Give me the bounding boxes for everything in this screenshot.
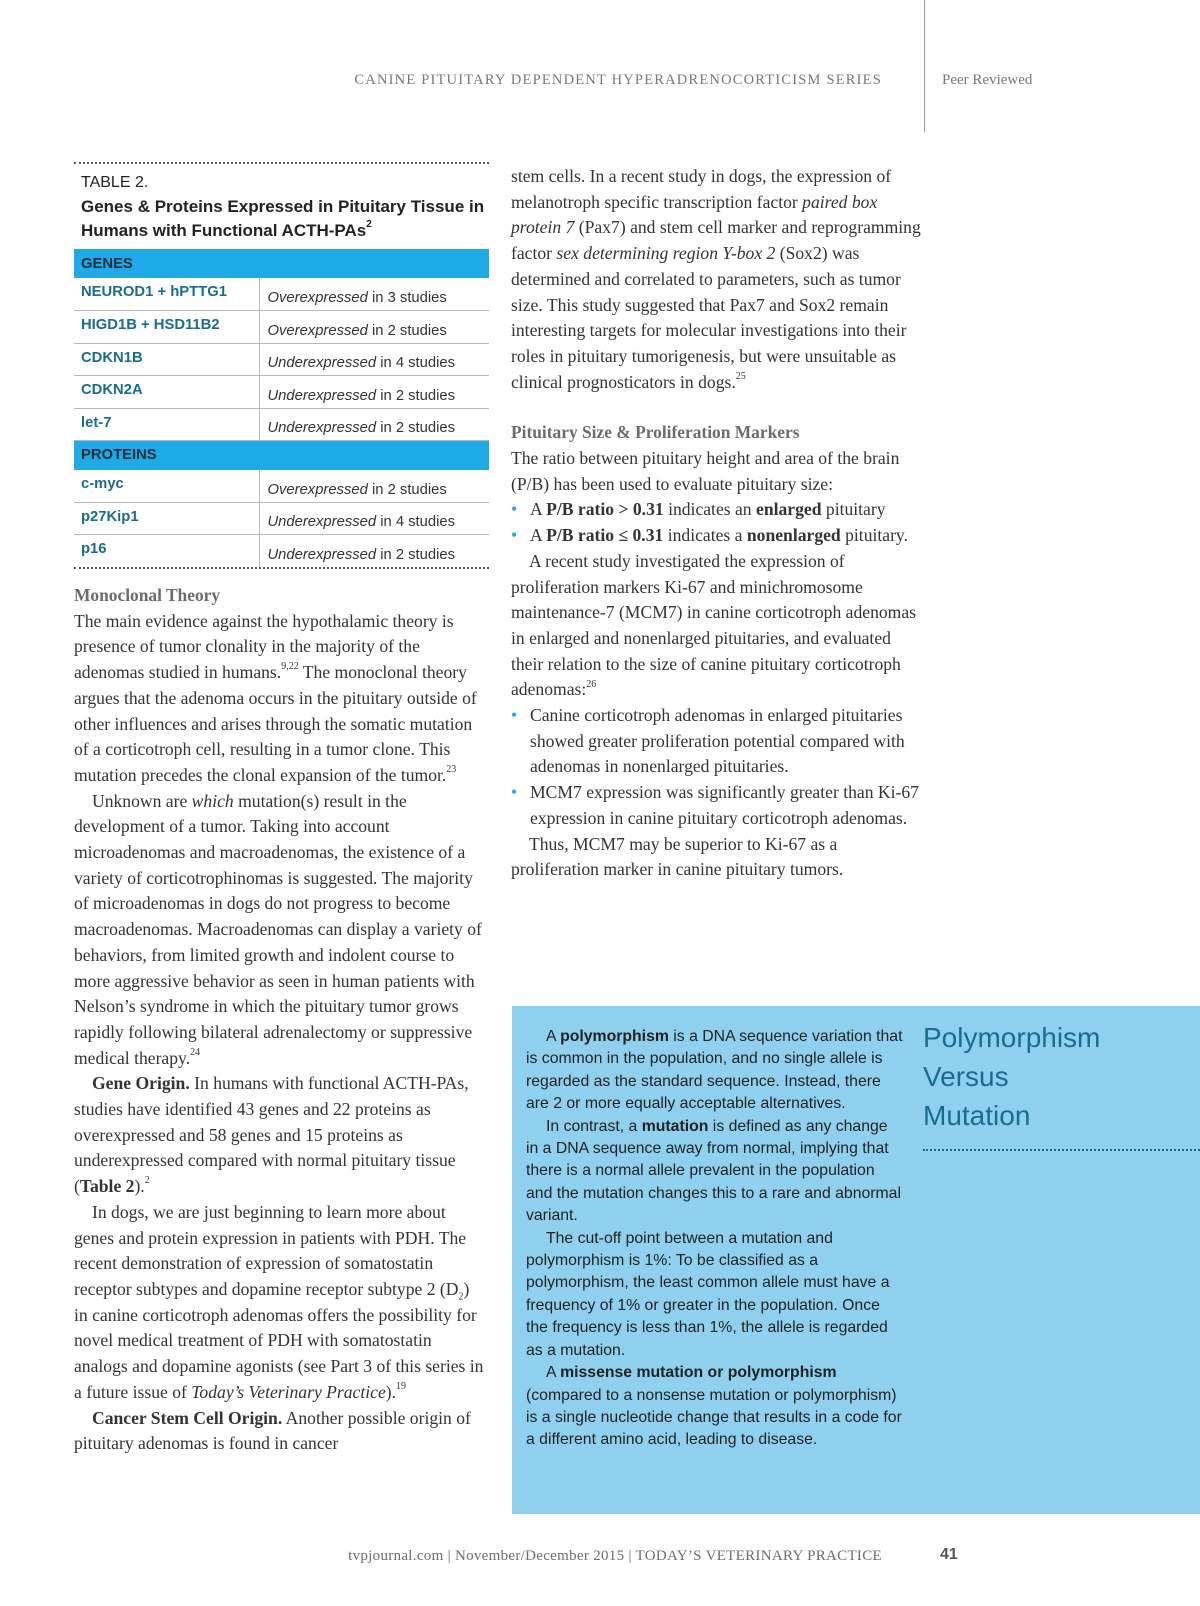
- table-row: [74, 343, 489, 376]
- proliferation-paragraph: A recent study investigated the expression of proliferation markers Ki-67 and minichromosome maintenance-7 (MCM7) in canine corticotroph adenomas in enlarged and nonenlarged pituitaries, and evaluated their relation to the size of canine pituitary corticotroph adenomas:$^{26}$: [511, 550, 917, 700]
- expression-cell: [259, 502, 489, 535]
- dogs-paragraph: In dogs, we are just beginning to learn more about genes and protein expression in patients with PDH. The recent demonstration of expression of somatostatin receptor subtypes and dopamine receptor subtype 2 $(D_2)$ in canine corticotroph adenomas offers the possibility for novel medical treatment of PDH with somatostatin analogs and dopamine agonists (see Part 3 of this series in a future issue of Today’s Veterinary Practice).$^{19}$: [74, 1201, 484, 1402]
- gene-name-cell: p16: [81, 541, 107, 557]
- stem-cell-paragraph: stem cells. In a recent study in dogs, the expression of melanotroph specific transcription factor paired box protein 7 (Pax7) and stem cell marker and reprogramming factor sex determining region Y-box 2 (Sox2) was determined and correlated to parameters, such as tumor size. This study suggested that Pax7 and Sox2 remain interesting targets for molecular investigations into their roles in pituitary tumorigenesis, but were unsuitable as clinical prognosticators in dogs.$^{25}$: [511, 166, 921, 392]
- proteins-section-header-label: PROTEINS: [74, 441, 489, 470]
- expression-status: Overexpressed: [267, 290, 368, 306]
- list-item: • Canine corticotroph adenomas in enlarged pituitaries showed greater proliferation potential compared with adenomas in nonenlarged pituitaries.: [511, 703, 921, 780]
- list-item: • A P/B ratio > 0.31 indicates an enlarged pituitary: [511, 497, 921, 523]
- pb-ratio-list: [511, 497, 921, 548]
- expression-cell: [259, 278, 489, 311]
- expression-status: Underexpressed: [267, 420, 377, 436]
- gene-name-cell: c-myc: [74, 470, 259, 503]
- gene-name-cell: NEUROD1 + hPTTG1: [74, 278, 259, 311]
- sidebar-title: [923, 1018, 1193, 1135]
- sidebar-title-line: Polymorphism: [923, 1022, 1101, 1053]
- expression-status: Overexpressed: [267, 322, 368, 339]
- expression-cell: [259, 376, 489, 409]
- sidebar-title-rule: [923, 1149, 1200, 1151]
- gene-name-cell: let-7: [74, 408, 259, 441]
- section-label: Peer Reviewed: [942, 72, 1033, 88]
- list-item: • MCM7 expression was significantly greater than Ki-67 expression in canine pituitary corticotroph adenomas.: [511, 780, 921, 831]
- left-column: [74, 583, 486, 1457]
- sidebar-paragraph-2: In contrast, a mutation is defined as any change in a DNA sequence away from normal, implying that there is a normal allele prevalent in the population and the mutation changes this to a rare and abnormal variant.: [526, 1117, 901, 1225]
- footer-citation: tvpjournal.com | November/December 2015 | TODAY’S VETERINARY PRACTICE: [348, 1548, 882, 1564]
- conclusion-paragraph: Thus, MCM7 may be superior to Ki-67 as a proliferation marker in canine pituitary tumors.: [511, 833, 844, 880]
- table-row: [74, 376, 489, 409]
- expression-detail: in 2 studies: [376, 387, 456, 404]
- expression-status: Underexpressed: [267, 355, 377, 371]
- gene-name-cell: HIGD1B + HSD11B2: [74, 311, 259, 344]
- right-column: [511, 164, 921, 883]
- genes-section-header-label: GENES: [74, 249, 489, 278]
- table-2-reference: Table 2: [79, 1176, 135, 1197]
- expression-detail: in 2 studies: [376, 420, 456, 436]
- expression-cell: [259, 311, 489, 344]
- expression-detail: in 3 studies: [367, 290, 447, 306]
- table-title-ref: 2: [366, 219, 372, 231]
- polymorphism-sidebar: [512, 1006, 1200, 1514]
- gene-origin-lead: Gene Origin.: [92, 1073, 190, 1094]
- running-head: CANINE PITUITARY DEPENDENT HYPERADRENOCORTICISM SERIES: [354, 72, 882, 88]
- expression-detail: in 2 studies: [367, 322, 447, 339]
- monoclonal-heading: Monoclonal Theory: [74, 585, 221, 605]
- expression-cell: [259, 343, 489, 376]
- monoclonal-paragraph-1: The main evidence against the hypothalamic theory is presence of tumor clonality in the majority of the adenomas studied in humans.$^{9,22}$ The monoclonal theory argues that the adenoma occurs in the pituitary outside of other influences and arises through the somatic mutation of a corticotroph cell, resulting in a tumor clone. This mutation precedes the clonal expansion of the tumor.$^{23}$: [74, 610, 477, 785]
- expression-detail: in 2 studies: [367, 481, 447, 498]
- table-row: [74, 278, 489, 311]
- pituitary-size-heading: Pituitary Size & Proliferation Markers: [511, 422, 800, 443]
- proliferation-findings-list: [511, 703, 921, 832]
- genes-table: [74, 249, 489, 567]
- expression-status: Overexpressed: [267, 481, 368, 498]
- expression-detail: in 4 studies: [376, 514, 456, 530]
- table-row: [74, 502, 489, 535]
- cancer-stem-cell-lead: Cancer Stem Cell Origin.: [92, 1407, 283, 1428]
- sidebar-title-line: Mutation: [923, 1100, 1031, 1131]
- proteins-section-header: [74, 441, 489, 470]
- genes-section-header: [74, 249, 489, 278]
- table-row: [74, 470, 489, 503]
- expression-status: Underexpressed: [267, 387, 377, 404]
- table-row: [74, 311, 489, 344]
- expression-cell: [259, 470, 489, 503]
- gene-name-cell: p27Kip1: [74, 502, 259, 535]
- expression-status: Underexpressed: [267, 547, 377, 563]
- page-number: 41: [940, 1546, 958, 1563]
- sidebar-title-line: Versus: [923, 1061, 1009, 1092]
- sidebar-paragraph-1: A polymorphism is a DNA sequence variation that is common in the population, and no single allele is regarded as the standard sequence. Instead, there are 2 or more equally acceptable alternatives.: [526, 1028, 903, 1113]
- list-item: • A P/B ratio ≤ 0.31 indicates a nonenlarged pituitary.: [511, 523, 921, 549]
- sidebar-text: [526, 1026, 904, 1452]
- expression-detail: in 2 studies: [376, 547, 456, 563]
- table-title: [81, 195, 489, 243]
- monoclonal-paragraph-2: Unknown are which mutation(s) result in the development of a tumor. Taking into account microadenomas and macroadenomas, the existence of a variety of corticotrophinomas is suggested. The majority of microadenomas in dogs do not progress to become macroadenomas. Macroadenomas can display a variety of behaviors, from limited growth and indolent course to more aggressive behavior as seen in human patients with Nelson’s syndrome in which the pituitary tumor grows rapidly following bilateral adrenalectomy or suppressive medical therapy.$^{24}$: [74, 790, 482, 1068]
- table-row: [74, 408, 489, 441]
- expression-detail: in 4 studies: [376, 355, 456, 371]
- table-title-text: Genes & Proteins Expressed in Pituitary Tissue in Humans with Functional ACTH-PAs: [81, 197, 485, 240]
- gene-name-cell: CDKN1B: [74, 343, 259, 376]
- table-2: [74, 162, 489, 569]
- gene-name-cell: CDKN2A: [74, 376, 259, 409]
- table-label: TABLE 2.: [81, 174, 149, 191]
- table-row: [74, 535, 489, 568]
- header-divider: [924, 0, 925, 132]
- expression-status: Underexpressed: [267, 514, 377, 530]
- gene-origin-paragraph: Gene Origin. In humans with functional ACTH-PAs, studies have identified 43 genes and 22 proteins as overexpressed and 58 genes and 15 proteins as underexpressed compared with normal pituitary tissue (Table 2).$^2$: [74, 1073, 469, 1197]
- cancer-stem-cell-paragraph: Cancer Stem Cell Origin. Another possible origin of pituitary adenomas is found in cancer: [74, 1407, 471, 1454]
- expression-cell: [259, 408, 489, 441]
- expression-cell: [259, 535, 489, 568]
- sidebar-paragraph-4: A missense mutation or polymorphism (compared to a nonsense mutation or polymorphism) is a single nucleotide change that results in a code for a different amino acid, leading to disease.: [526, 1364, 902, 1449]
- sidebar-paragraph-3: The cut-off point between a mutation and polymorphism is 1%: To be classified as a polymorphism, the least common allele must have a frequency of 1% or greater in the population. Once the frequency is less than 1%, the allele is regarded as a mutation.: [526, 1229, 890, 1359]
- pituitary-size-paragraph: The ratio between pituitary height and area of the brain (P/B) has been used to evaluate pituitary size:: [511, 448, 900, 494]
